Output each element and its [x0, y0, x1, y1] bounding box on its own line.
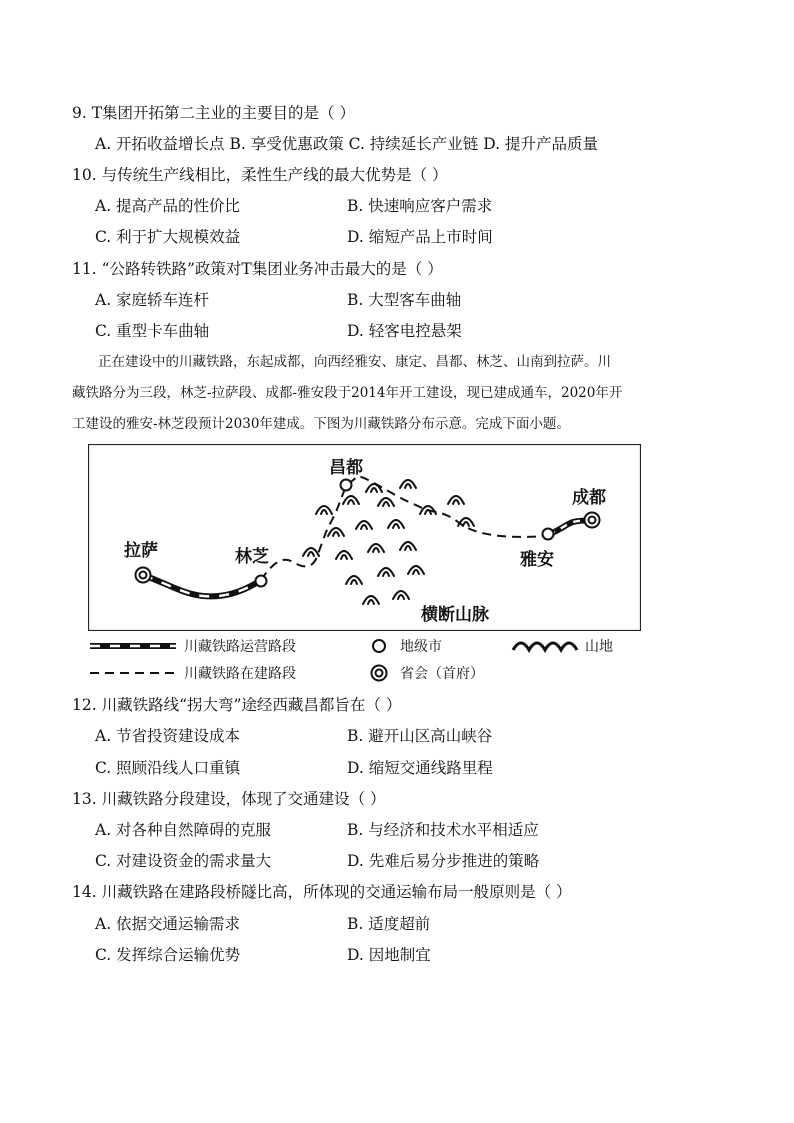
legend-prefecture-label: 地级市	[400, 639, 442, 655]
question-11-option-b: B. 大型客车曲轴	[347, 291, 462, 309]
capital-lasa-marker	[136, 568, 151, 583]
question-12-option-a: A. 节省投资建设成本	[95, 727, 241, 745]
question-10-stem: 10. 与传统生产线相比，柔性生产线的最大优势是（ ）	[72, 166, 448, 184]
railway-map	[88, 444, 641, 631]
label-yaan: 雅安	[520, 550, 554, 570]
question-12-option-c: C. 照顾沿线人口重镇	[95, 759, 241, 777]
passage-line-1: 正在建设中的川藏铁路，东起成都，向西经雅安、康定、昌都、林芝、山南到拉萨。川	[98, 354, 611, 370]
label-changdu: 昌都	[329, 458, 363, 478]
question-11-stem: 11. “公路转铁路”政策对T集团业务冲击最大的是（ ）	[72, 260, 443, 278]
capital-chengdu-marker	[585, 513, 600, 528]
legend-under-construction-label: 川藏铁路在建路段	[184, 666, 296, 682]
question-10-option-b: B. 快速响应客户需求	[347, 197, 493, 215]
legend-capital-label: 省会（首府）	[400, 666, 484, 682]
question-13-option-b: B. 与经济和技术水平相适应	[347, 821, 539, 839]
question-11-option-c: C. 重型卡车曲轴	[95, 322, 210, 340]
label-chengdu: 成都	[572, 488, 606, 508]
passage-line-3: 工建设的雅安-林芝段预计2030年建成。下图为川藏铁路分布示意。完成下面小题。	[72, 416, 570, 432]
question-9-options: A. 开拓收益增长点 B. 享受优惠政策 C. 持续延长产业链 D. 提升产品质量	[95, 135, 598, 153]
map-legend	[88, 634, 648, 684]
city-yaan-marker	[543, 529, 554, 540]
question-14-stem: 14. 川藏铁路在建路段桥隧比高，所体现的交通运输布局一般原则是（ ）	[72, 883, 572, 901]
question-9-stem: 9. T集团开拓第二主业的主要目的是（ ）	[72, 104, 355, 122]
label-lasa: 拉萨	[124, 541, 158, 561]
label-linzhi: 林芝	[235, 547, 269, 567]
question-11-option-a: A. 家庭轿车连杆	[95, 291, 210, 309]
question-14-option-a: A. 依据交通运输需求	[95, 915, 241, 933]
city-linzhi-marker	[256, 576, 267, 587]
question-10-option-a: A. 提高产品的性价比	[95, 197, 241, 215]
passage-line-2: 藏铁路分为三段，林芝-拉萨段、成都-雅安段于2014年开工建设，现已建成通车，2020年开	[72, 385, 623, 401]
question-10-option-c: C. 利于扩大规模效益	[95, 228, 241, 246]
question-12-stem: 12. 川藏铁路线“拐大弯”途经西藏昌都旨在（ ）	[72, 696, 402, 714]
legend-mountain-label: 山地	[585, 639, 613, 655]
question-13-option-c: C. 对建设资金的需求量大	[95, 852, 272, 870]
question-13-stem: 13. 川藏铁路分段建设，体现了交通建设（ ）	[72, 790, 386, 808]
question-14-option-c: C. 发挥综合运输优势	[95, 946, 241, 964]
question-12-option-d: D. 缩短交通线路里程	[347, 759, 493, 777]
legend-prefecture-symbol	[373, 640, 385, 652]
question-12-option-b: B. 避开山区高山峡谷	[347, 727, 493, 745]
legend-capital-symbol	[372, 666, 387, 681]
question-13-option-d: D. 先难后易分步推进的策略	[347, 852, 540, 870]
legend-operating-label: 川藏铁路运营路段	[184, 639, 296, 655]
question-14-option-b: B. 适度超前	[347, 915, 431, 933]
question-11-option-d: D. 轻客电控悬架	[347, 322, 462, 340]
question-14-option-d: D. 因地制宜	[347, 946, 431, 964]
legend-mountain-symbol	[513, 643, 577, 650]
label-hengduan: 横断山脉	[421, 605, 489, 625]
city-changdu-marker	[341, 480, 352, 491]
question-13-option-a: A. 对各种自然障碍的克服	[95, 821, 272, 839]
question-10-option-d: D. 缩短产品上市时间	[347, 228, 493, 246]
